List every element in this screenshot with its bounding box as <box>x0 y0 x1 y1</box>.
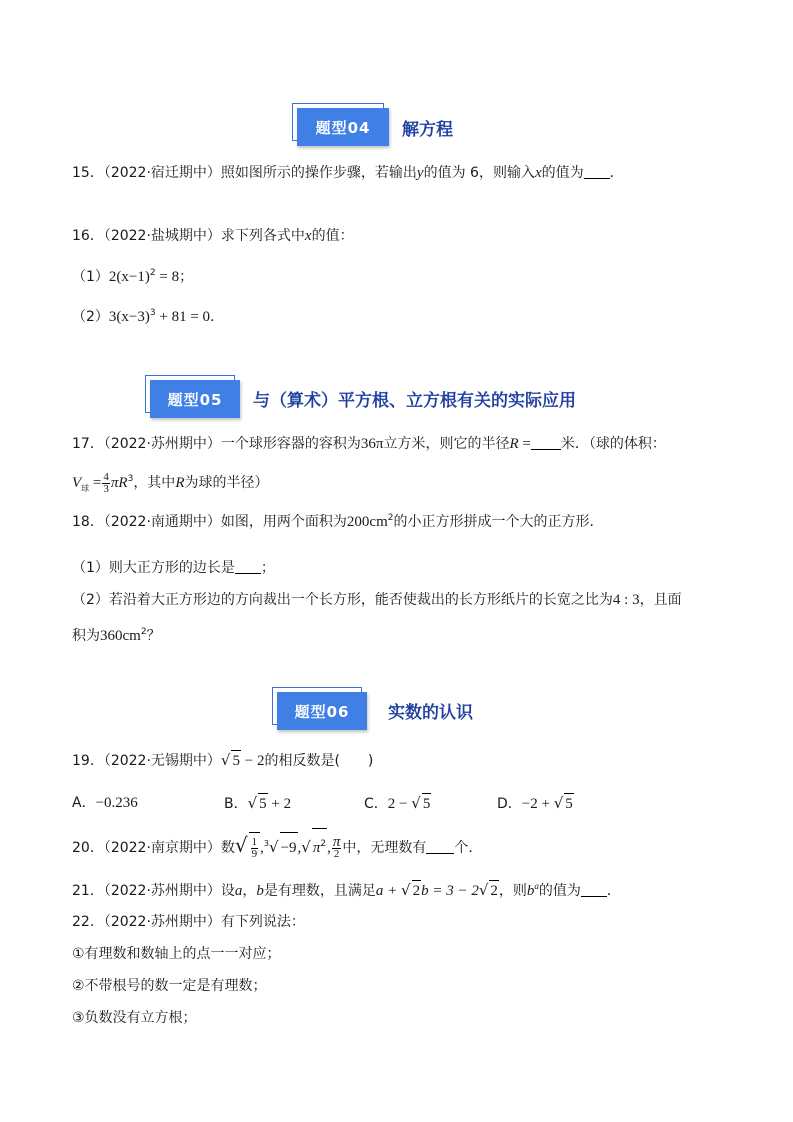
question-17-formula: $V_球$ = $\frac{4}{3}$ $\pi R^3$，其中R为球的半径） <box>72 470 269 495</box>
question-16-part-1: $(1)2(x-1)^2 = 8$； <box>72 268 194 285</box>
section-badge-label: 题型05 <box>150 380 240 418</box>
section-title-06: 实数的认识 <box>388 703 473 723</box>
section-title-05: 与（算术）平方根、立方根有关的实际应用 <box>253 391 576 411</box>
question-21: 21．（2022·苏州期中）设a，b是有理数，且满足a + √ 2b = 3 − 2√ 2，则$b^a$的值为 ． <box>72 881 621 899</box>
question-22-item: ②不带根号的数一定是有理数； <box>72 978 267 994</box>
section-title-04: 解方程 <box>402 120 453 140</box>
section-badge-06 <box>272 687 362 725</box>
question-18-part-2: （2）若沿着大正方形边的方向裁出一个长方形，能否使裁出的长方形纸片的长宽之比为4 : 3，且面 <box>72 592 682 608</box>
question-22-item: ①有理数和数轴上的点一一对应； <box>72 946 281 962</box>
question-15: 15．（2022·宿迁期中）照如图所示的操作步骤，若输出y的值为 6，则输入x的值为 ． <box>72 165 624 181</box>
question-19-option-d: D．−2 + √ 5 <box>497 794 573 812</box>
question-19-option-c: C．2 − √ 5 <box>364 794 431 812</box>
question-22: 22．（2022·苏州期中）有下列说法： <box>72 914 305 930</box>
question-16: 16．（2022·盐城期中）求下列各式中x的值： <box>72 228 354 244</box>
answer-blank <box>235 559 261 574</box>
question-20: 20．（2022·南京期中）数√ $\frac{1}{9}$ ,$^3$√ −9,√ $\pi^2$, $\frac{\pi}{2}$ 中，无理数有 个． <box>72 828 482 863</box>
section-badge-label: 题型04 <box>297 108 389 146</box>
section-badge-label: 题型06 <box>277 692 367 730</box>
question-19-option-b: B．√ 5 + 2 <box>224 794 292 812</box>
answer-blank <box>584 164 610 179</box>
question-19: 19．（2022·无锡期中）√ 5 − 2的相反数是( ) <box>72 751 374 769</box>
question-19-option-a: A．−0.236 <box>72 795 138 811</box>
answer-blank <box>426 839 454 854</box>
question-16-part-2: $(2)3(x-3)^3 + 81 = 0$． <box>72 308 225 325</box>
section-badge-04 <box>292 103 384 141</box>
answer-blank <box>531 435 561 450</box>
question-17: 17．（2022·苏州期中）一个球形容器的容积为36π立方米，则它的半径R = 米．（球的体积： <box>72 436 666 452</box>
question-18-part-1: （1）则大正方形的边长是 ； <box>72 560 275 576</box>
question-18-part-2-cont: 积为$360cm^2$？ <box>72 627 161 644</box>
answer-blank <box>581 882 607 897</box>
fraction: $\frac{4}{3}$ <box>103 470 109 495</box>
question-22-item: ③负数没有立方根； <box>72 1010 197 1026</box>
question-18: 18．（2022·南通期中）如图，用两个面积为$200cm^2$的小正方形拼成一个大的正方形． <box>72 513 604 530</box>
section-badge-05 <box>145 375 235 413</box>
